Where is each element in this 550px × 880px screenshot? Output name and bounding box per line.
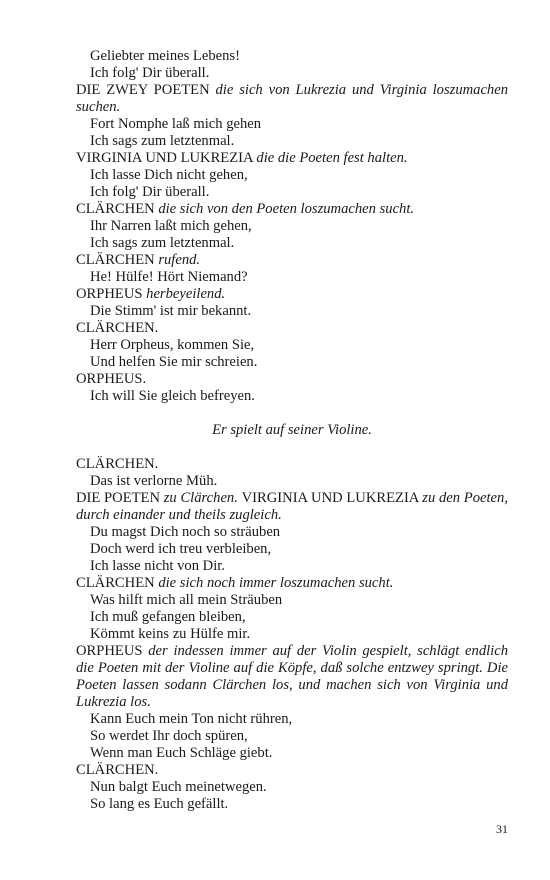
verse-line: Herr Orpheus, kommen Sie, [90,337,255,353]
speaker-name: VIRGINIA UND LUKREZIA [76,150,253,166]
verse-line: Ich folg' Dir überall. [90,65,210,81]
stage-direction: Er spielt auf seiner Violine. [212,422,372,438]
speaker-name: ORPHEUS [76,643,143,659]
speaker-name: VIRGINIA UND LUKREZIA [241,490,423,506]
speaker-name: CLÄRCHEN [76,201,155,217]
verse-line: Ihr Narren laßt mich gehen, [90,218,252,234]
verse-line: Du magst Dich noch so sträuben [90,524,281,540]
page-number: 31 [496,822,508,836]
speaker-name: CLÄRCHEN [76,252,155,268]
speaker-line [76,371,508,388]
speaker-line [76,150,508,167]
verse-line: Ich lasse Dich nicht gehen, [90,167,248,183]
speaker-direction: herbeyeilend. [146,286,226,302]
speaker-line [76,456,508,473]
verse-line: Ich sags zum letztenmal. [90,133,235,149]
verse-line: Kömmt keins zu Hülfe mir. [90,626,251,642]
verse-line: Ich lasse nicht von Dir. [90,558,225,574]
speaker-line [76,643,508,711]
speaker-line [76,762,508,779]
verse-line: Ich sags zum letztenmal. [90,235,235,251]
verse-line: Und helfen Sie mir schreien. [90,354,258,370]
speaker-direction: die sich von den Poeten loszumachen sucht. [158,201,415,217]
speaker-direction: zu Clärchen. [163,490,242,506]
verse-line: Wenn man Euch Schläge giebt. [90,745,273,761]
verse-line: Geliebter meines Lebens! [90,48,240,64]
speaker-name: CLÄRCHEN. [76,456,159,472]
verse-line: Die Stimm' ist mir bekannt. [90,303,252,319]
speaker-name: DIE POETEN [76,490,164,506]
speaker-direction: der indessen immer auf der Violin gespielt, schlägt endlich die Poeten mit der Violine auf die Köpfe, daß solche entzwey springt. Die Poeten lassen sodann Clärchen los, und machen sich von Virginia und Lukrezia los. [76,643,509,710]
speaker-direction: die sich noch immer loszumachen sucht. [158,575,394,591]
page-text [76,48,508,813]
speaker-line [76,82,508,116]
speaker-line [76,286,508,303]
verse-line: Ich muß gefangen bleiben, [90,609,246,625]
speaker-line [76,320,508,337]
speaker-line [76,490,508,524]
speaker-name: CLÄRCHEN. [76,320,159,336]
speaker-name: CLÄRCHEN [76,575,155,591]
verse-line: So lang es Euch gefällt. [90,796,229,812]
speaker-name: DIE ZWEY POETEN [76,82,210,98]
speaker-line [76,252,508,269]
verse-line: Nun balgt Euch meinetwegen. [90,779,267,795]
verse-line: So werdet Ihr doch spüren, [90,728,248,744]
verse-line: Kann Euch mein Ton nicht rühren, [90,711,293,727]
speaker-line [76,201,508,218]
verse-line: Fort Nomphe laß mich gehen [90,116,262,132]
speaker-direction: die sich von Lukrezia und Virginia loszumachen suchen. [76,82,509,115]
verse-line: Was hilft mich all mein Sträuben [90,592,283,608]
speaker-name: CLÄRCHEN. [76,762,159,778]
speaker-direction: rufend. [158,252,201,268]
speaker-direction: zu den Poeten, durch einander und theils zugleich. [76,490,508,523]
speaker-name: ORPHEUS. [76,371,147,387]
verse-line: Das ist verlorne Müh. [90,473,218,489]
verse-line: Doch werd ich treu verbleiben, [90,541,272,557]
verse-line: He! Hülfe! Hört Niemand? [90,269,248,285]
speaker-name: ORPHEUS [76,286,143,302]
speaker-line [76,575,508,592]
verse-line: Ich folg' Dir überall. [90,184,210,200]
speaker-direction: die die Poeten fest halten. [256,150,408,166]
verse-line: Ich will Sie gleich befreyen. [90,388,255,404]
